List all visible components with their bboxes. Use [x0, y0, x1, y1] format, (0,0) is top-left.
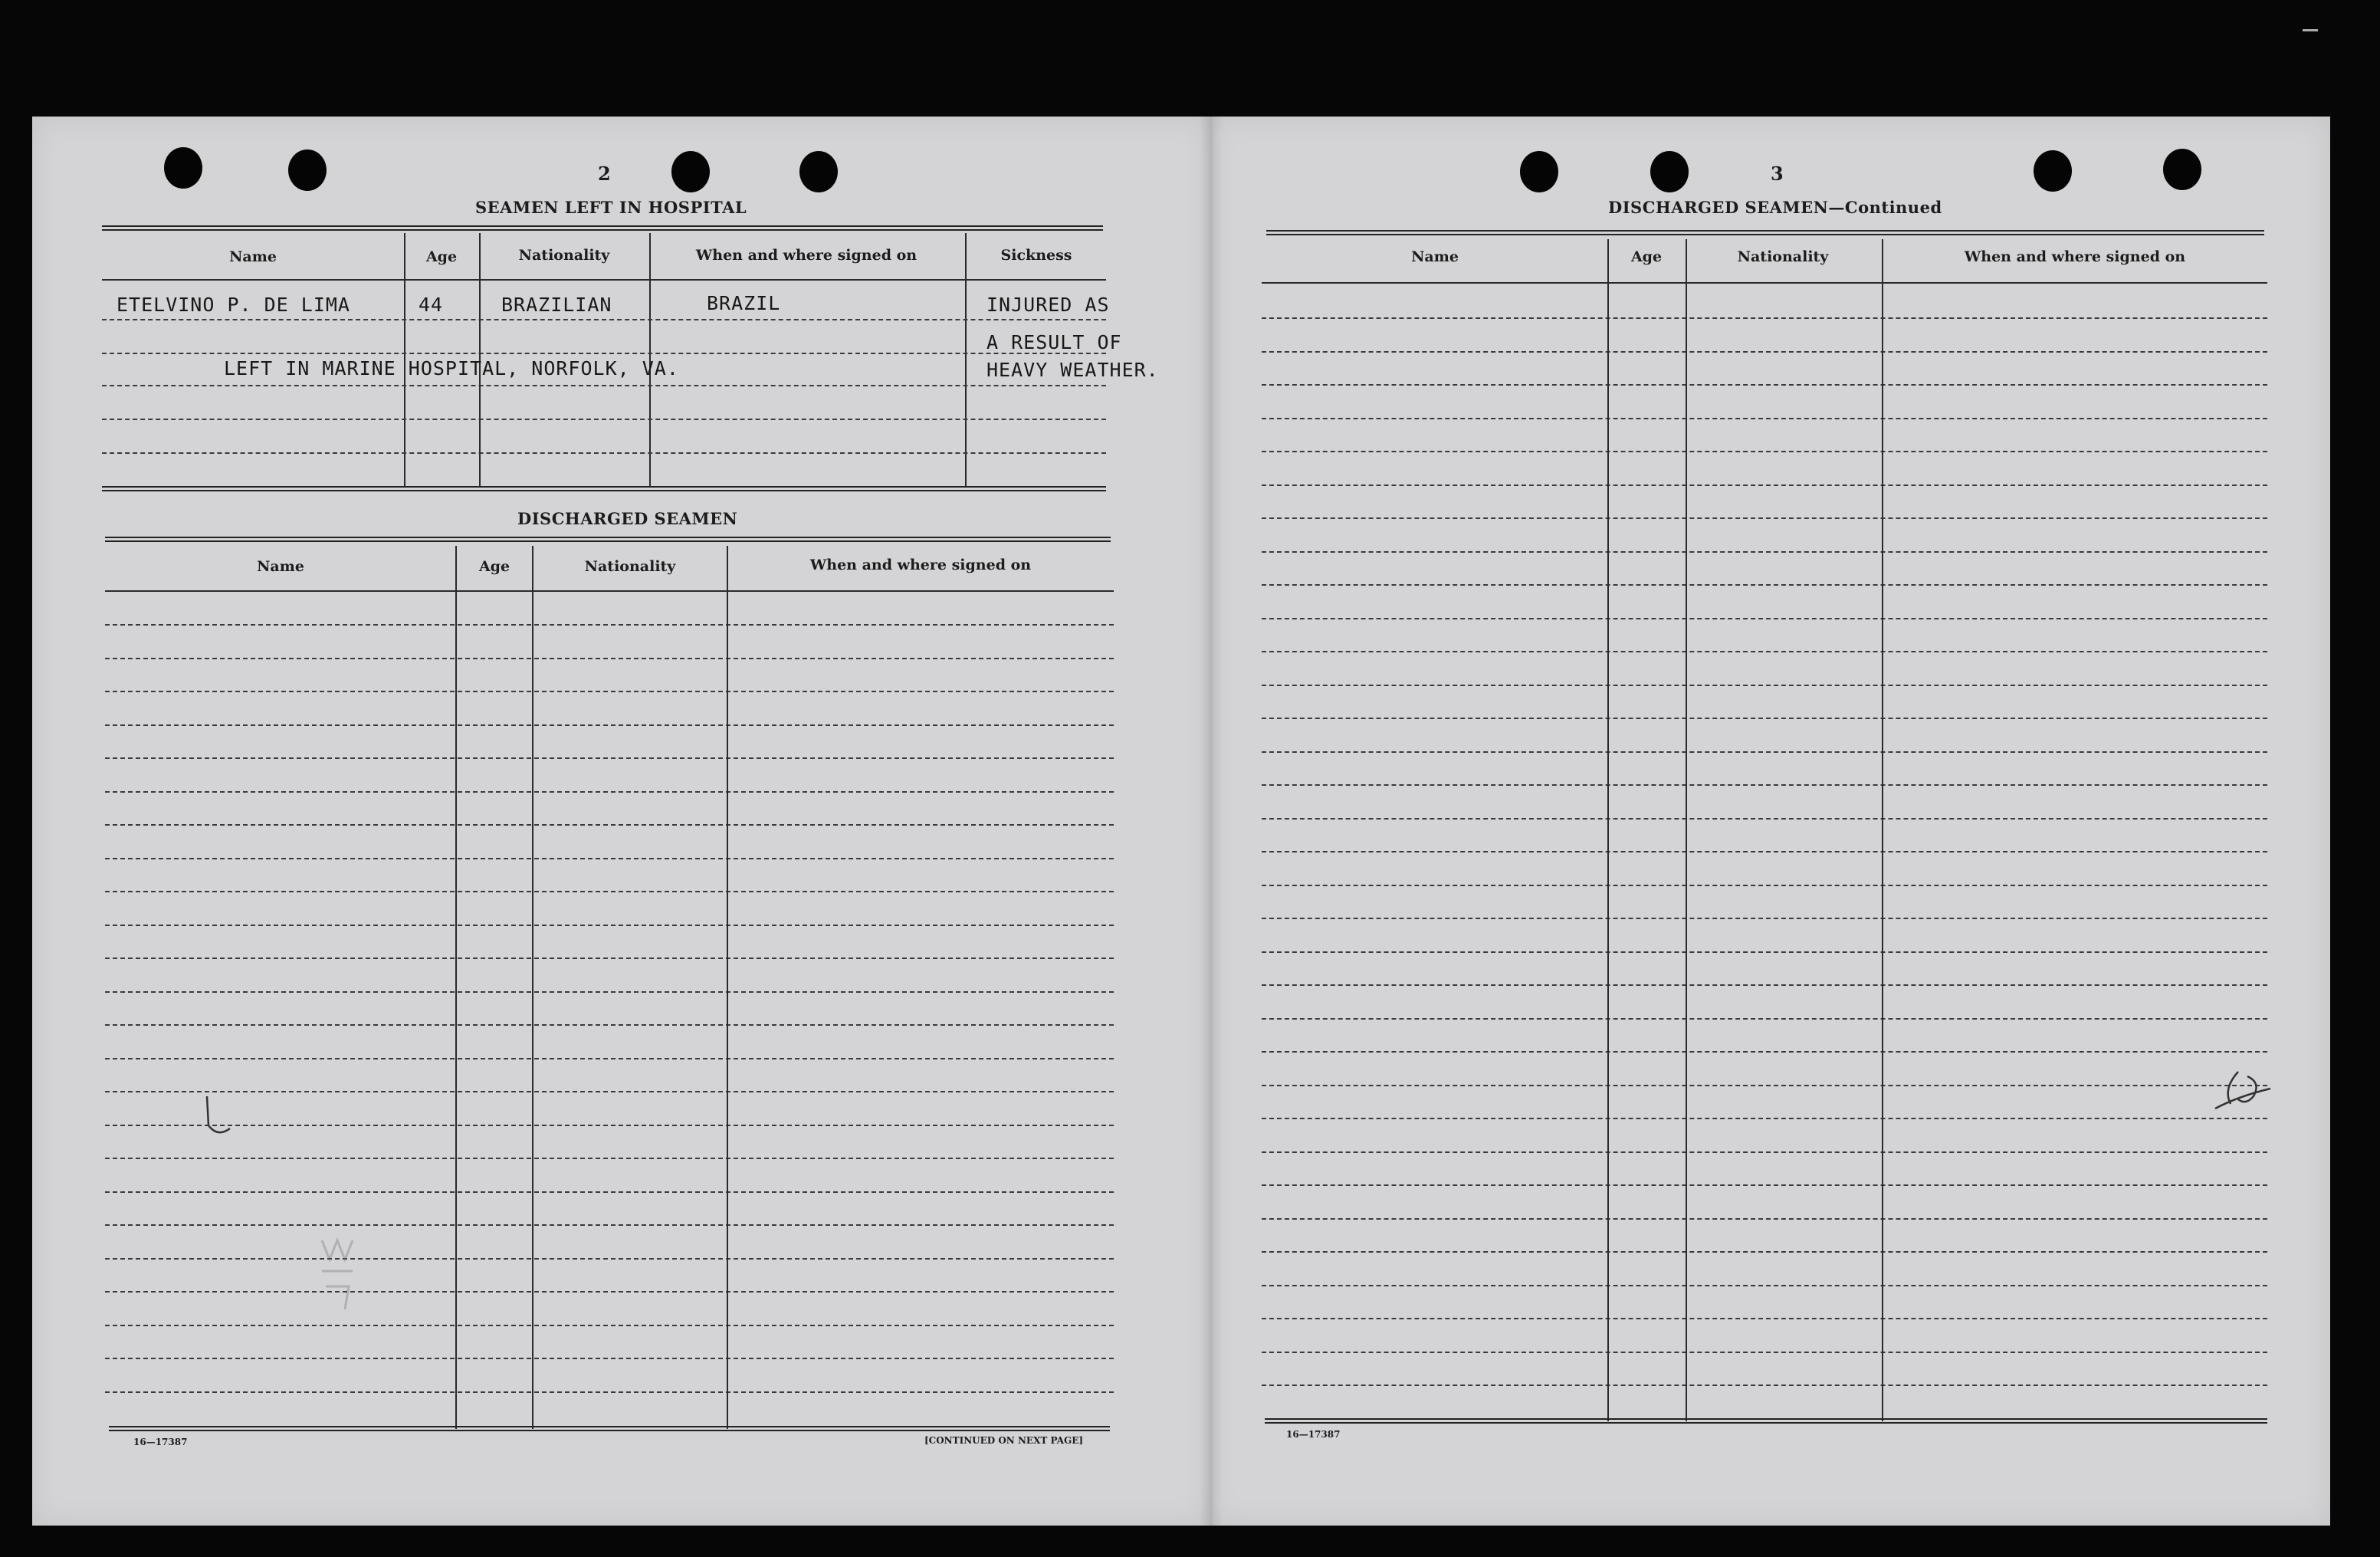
- header-rule: [105, 590, 1114, 592]
- row-rule: [1262, 1285, 2267, 1286]
- stamp-smudge: [314, 1225, 383, 1323]
- punch-hole: [1650, 151, 1689, 192]
- sickness-line: INJURED AS: [986, 294, 1110, 316]
- row-rule: [105, 691, 1114, 692]
- row-rule: [1262, 1385, 2267, 1386]
- row-rule: [105, 1258, 1114, 1260]
- row-rule: [105, 658, 1114, 659]
- form-number: 16—17387: [133, 1437, 188, 1447]
- row-rule: [105, 791, 1114, 793]
- column-divider: [1882, 239, 1883, 1421]
- row-rule: [1262, 418, 2267, 419]
- row-rule: [1262, 517, 2267, 519]
- page-number: 2: [598, 163, 611, 185]
- header-rule: [1262, 282, 2267, 284]
- pencil-mark: [2208, 1066, 2277, 1119]
- row-rule: [105, 1024, 1114, 1026]
- column-divider: [532, 546, 533, 1429]
- row-rule: [1262, 618, 2267, 619]
- form-number: 16—17387: [1286, 1429, 1341, 1440]
- row-rule: [1262, 784, 2267, 786]
- punch-hole: [288, 149, 327, 191]
- row-rule: [105, 1058, 1114, 1059]
- row-rule: [105, 958, 1114, 959]
- row-rule: [105, 1224, 1114, 1226]
- row-rule: [1262, 818, 2267, 820]
- row-rule: [1262, 351, 2267, 353]
- row-rule: [102, 353, 1106, 354]
- column-header-name: Name: [1411, 248, 1459, 265]
- row-rule: [105, 1358, 1114, 1359]
- header-rule: [102, 279, 1106, 281]
- row-rule: [105, 1191, 1114, 1193]
- column-header-name: Name: [229, 248, 277, 265]
- column-header-signed-on: When and where signed on: [809, 557, 1032, 573]
- row-rule: [1262, 951, 2267, 953]
- hospital-note: LEFT IN MARINE HOSPITAL, NORFOLK, VA.: [224, 357, 679, 379]
- table-top-rule: [1266, 230, 2264, 235]
- column-header-signed-on: When and where signed on: [695, 247, 918, 264]
- row-rule: [105, 991, 1114, 993]
- row-rule: [1262, 1352, 2267, 1353]
- column-header-name: Name: [257, 558, 304, 575]
- row-rule: [105, 824, 1114, 826]
- sickness-line: A RESULT OF: [986, 331, 1122, 353]
- punch-hole: [2163, 149, 2201, 190]
- row-rule: [105, 1391, 1114, 1393]
- column-header-nationality: Nationality: [584, 558, 676, 575]
- row-rule: [102, 319, 1106, 320]
- pencil-mark: [201, 1089, 270, 1142]
- row-rule: [105, 624, 1114, 626]
- punch-hole: [2034, 150, 2072, 192]
- punch-hole: [671, 151, 710, 192]
- row-rule: [1262, 685, 2267, 686]
- right-form-page: [1210, 117, 2330, 1526]
- discharged-section-title: DISCHARGED SEAMEN: [517, 509, 738, 528]
- row-rule: [1262, 384, 2267, 386]
- column-header-nationality: Nationality: [518, 247, 610, 264]
- page-fold: [1200, 117, 1223, 1526]
- row-rule: [105, 757, 1114, 759]
- table-top-rule: [102, 225, 1103, 231]
- row-rule: [1262, 885, 2267, 886]
- column-header-age: Age: [478, 558, 510, 575]
- column-divider: [455, 546, 457, 1429]
- row-rule: [105, 925, 1114, 926]
- row-rule: [1262, 485, 2267, 486]
- row-rule: [1262, 1051, 2267, 1053]
- row-rule: [1262, 551, 2267, 553]
- row-rule: [1262, 584, 2267, 586]
- punch-hole: [799, 151, 838, 192]
- table-bottom-rule: [1265, 1418, 2267, 1424]
- column-header-age: Age: [425, 248, 458, 265]
- column-divider: [727, 546, 728, 1429]
- table-bottom-rule: [109, 1426, 1110, 1431]
- sickness-line: HEAVY WEATHER.: [986, 359, 1159, 381]
- row-rule: [1262, 317, 2267, 319]
- seaman-age: 44: [419, 294, 444, 316]
- row-rule: [1262, 1118, 2267, 1119]
- row-rule: [1262, 1318, 2267, 1319]
- row-rule: [1262, 451, 2267, 452]
- row-rule: [105, 724, 1114, 726]
- column-header-signed-on: When and where signed on: [1964, 248, 2186, 265]
- row-rule: [1262, 751, 2267, 753]
- row-rule: [1262, 651, 2267, 652]
- row-rule: [102, 452, 1106, 454]
- row-rule: [105, 891, 1114, 892]
- punch-hole: [1520, 151, 1558, 192]
- row-rule: [1262, 718, 2267, 719]
- column-divider: [1607, 239, 1609, 1421]
- row-rule: [105, 1158, 1114, 1159]
- row-rule: [105, 858, 1114, 859]
- column-header-age: Age: [1630, 248, 1663, 265]
- seaman-signed-on: BRAZIL: [707, 292, 781, 314]
- column-divider: [1686, 239, 1687, 1421]
- faded-stamp-mark: [314, 1225, 383, 1317]
- row-rule: [1262, 1085, 2267, 1086]
- scan-mark: [2303, 29, 2318, 31]
- column-divider: [965, 233, 967, 488]
- row-rule: [1262, 1018, 2267, 1020]
- row-rule: [105, 1291, 1114, 1293]
- row-rule: [1262, 1251, 2267, 1253]
- row-rule: [105, 1325, 1114, 1326]
- column-header-nationality: Nationality: [1737, 248, 1829, 265]
- column-header-sickness: Sickness: [1000, 247, 1072, 264]
- row-rule: [1262, 918, 2267, 919]
- seaman-name: ETELVINO P. DE LIMA: [117, 294, 350, 316]
- hospital-section-title: SEAMEN LEFT IN HOSPITAL: [475, 198, 747, 217]
- row-rule: [102, 385, 1106, 386]
- page-number: 3: [1771, 163, 1784, 185]
- row-rule: [1262, 1151, 2267, 1153]
- table-bottom-rule: [102, 486, 1106, 491]
- table-top-rule: [105, 537, 1111, 542]
- discharged-continued-title: DISCHARGED SEAMEN—Continued: [1608, 198, 1942, 217]
- row-rule: [1262, 1218, 2267, 1220]
- row-rule: [1262, 851, 2267, 852]
- continued-note: [CONTINUED ON NEXT PAGE]: [924, 1435, 1084, 1446]
- left-form-page: [32, 117, 1210, 1526]
- row-rule: [1262, 1184, 2267, 1186]
- row-rule: [1262, 984, 2267, 986]
- seaman-nationality: BRAZILIAN: [501, 294, 612, 316]
- row-rule: [102, 419, 1106, 420]
- punch-hole: [164, 147, 202, 189]
